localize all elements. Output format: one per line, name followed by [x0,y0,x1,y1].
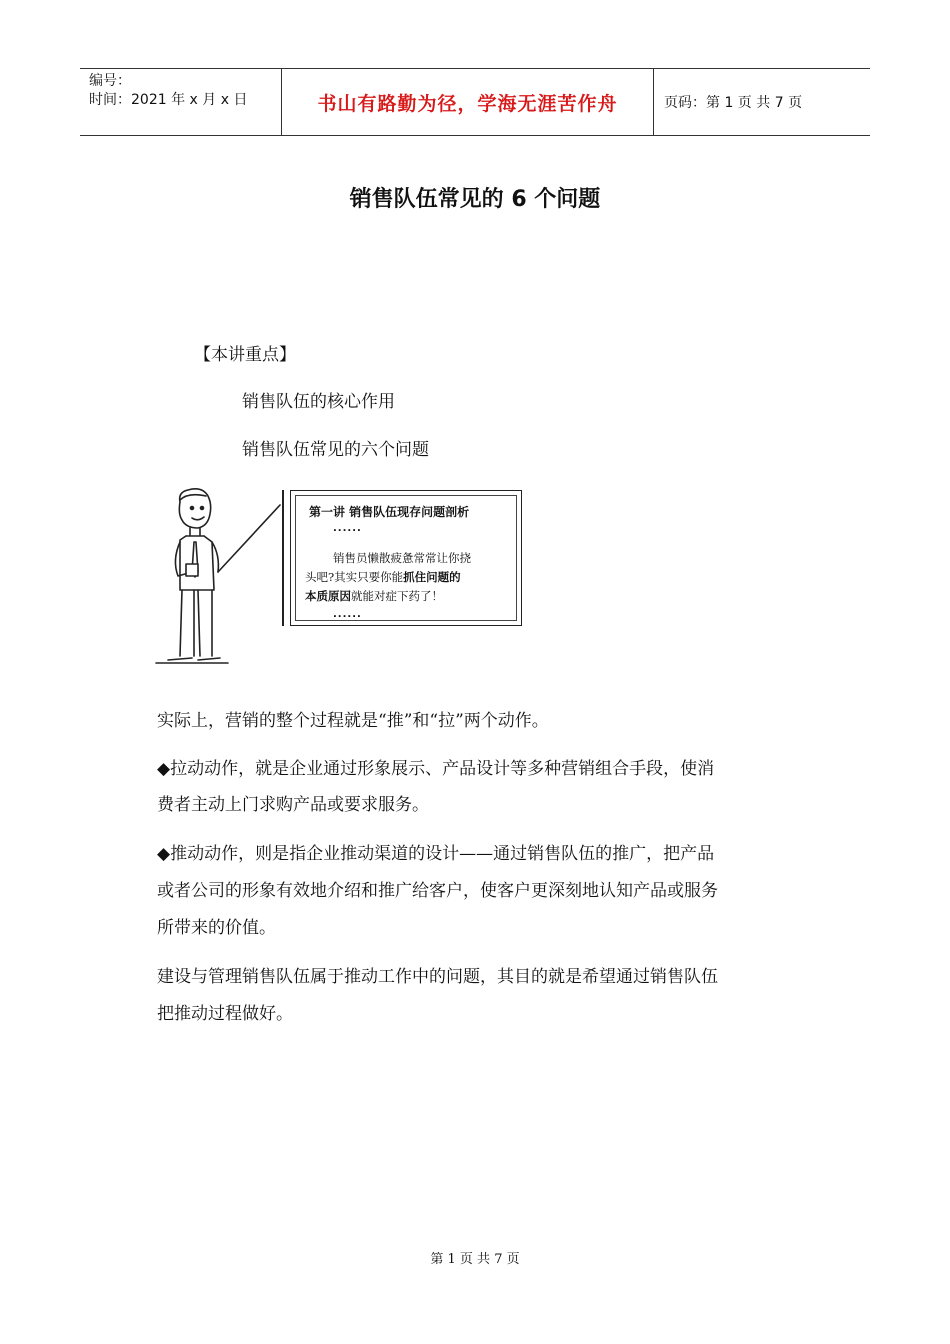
board-dots-top: ...... [333,523,362,534]
board-line-3 [305,587,515,606]
paragraph-3-line-3: 所带来的价值。 [157,918,276,938]
time-label: 时间：2021 年 x 月 x 日 [89,92,248,108]
presentation-board [290,490,522,626]
number-label: 编号： [89,73,131,89]
presenter-figure [150,480,290,670]
paragraph-3-line-1: ◆推动动作，则是指企业推动渠道的设计——通过销售队伍的推广，把产品 [157,844,715,864]
header-meta-cell [80,69,282,135]
key-point-item-1: 销售队伍的核心作用 [242,392,395,412]
paragraph-4-line-1: 建设与管理销售队伍属于推动工作中的问题，其目的就是希望通过销售队伍 [157,967,718,987]
board-line-3b: 就能对症下药了！ [351,589,443,603]
board-dots-bottom: ...... [333,609,362,620]
board-title: 第一讲 销售队伍现存问题剖析 [309,505,470,519]
board-line-3a: 本质原因 [305,589,351,603]
board-body [305,549,515,606]
document-title: 销售队伍常见的 6 个问题 [349,187,601,212]
board-line-2 [305,568,515,587]
board-line-2a: 头吧?其实只要你能 [305,570,404,584]
paragraph-1: 实际上，营销的整个过程就是“推”和“拉”两个动作。 [157,711,549,731]
board-line-2b: 抓住问题的 [403,570,461,584]
paragraph-2-line-1: ◆拉动动作，就是企业通过形象展示、产品设计等多种营销组合手段，使消 [157,759,715,779]
header-table [80,68,870,136]
paragraph-4-line-2: 把推动过程做好。 [157,1004,293,1024]
board-stand-line [282,490,284,626]
key-points-heading: 【本讲重点】 [194,345,296,365]
board-line-1: 销售员懒散疲惫常常让你挠 [333,551,471,565]
header-page-code: 页码：第 1 页 共 7 页 [664,95,803,111]
page-footer: 第 1 页 共 7 页 [430,1252,520,1267]
header-motto: 书山有路勤为径，学海无涯苦作舟 [282,69,654,135]
lecture-illustration [150,480,530,670]
key-point-item-2: 销售队伍常见的六个问题 [242,440,429,460]
paragraph-3-line-2: 或者公司的形象有效地介绍和推广给客户，使客户更深刻地认知产品或服务 [157,881,718,901]
paragraph-2-line-2: 费者主动上门求购产品或要求服务。 [157,795,429,815]
